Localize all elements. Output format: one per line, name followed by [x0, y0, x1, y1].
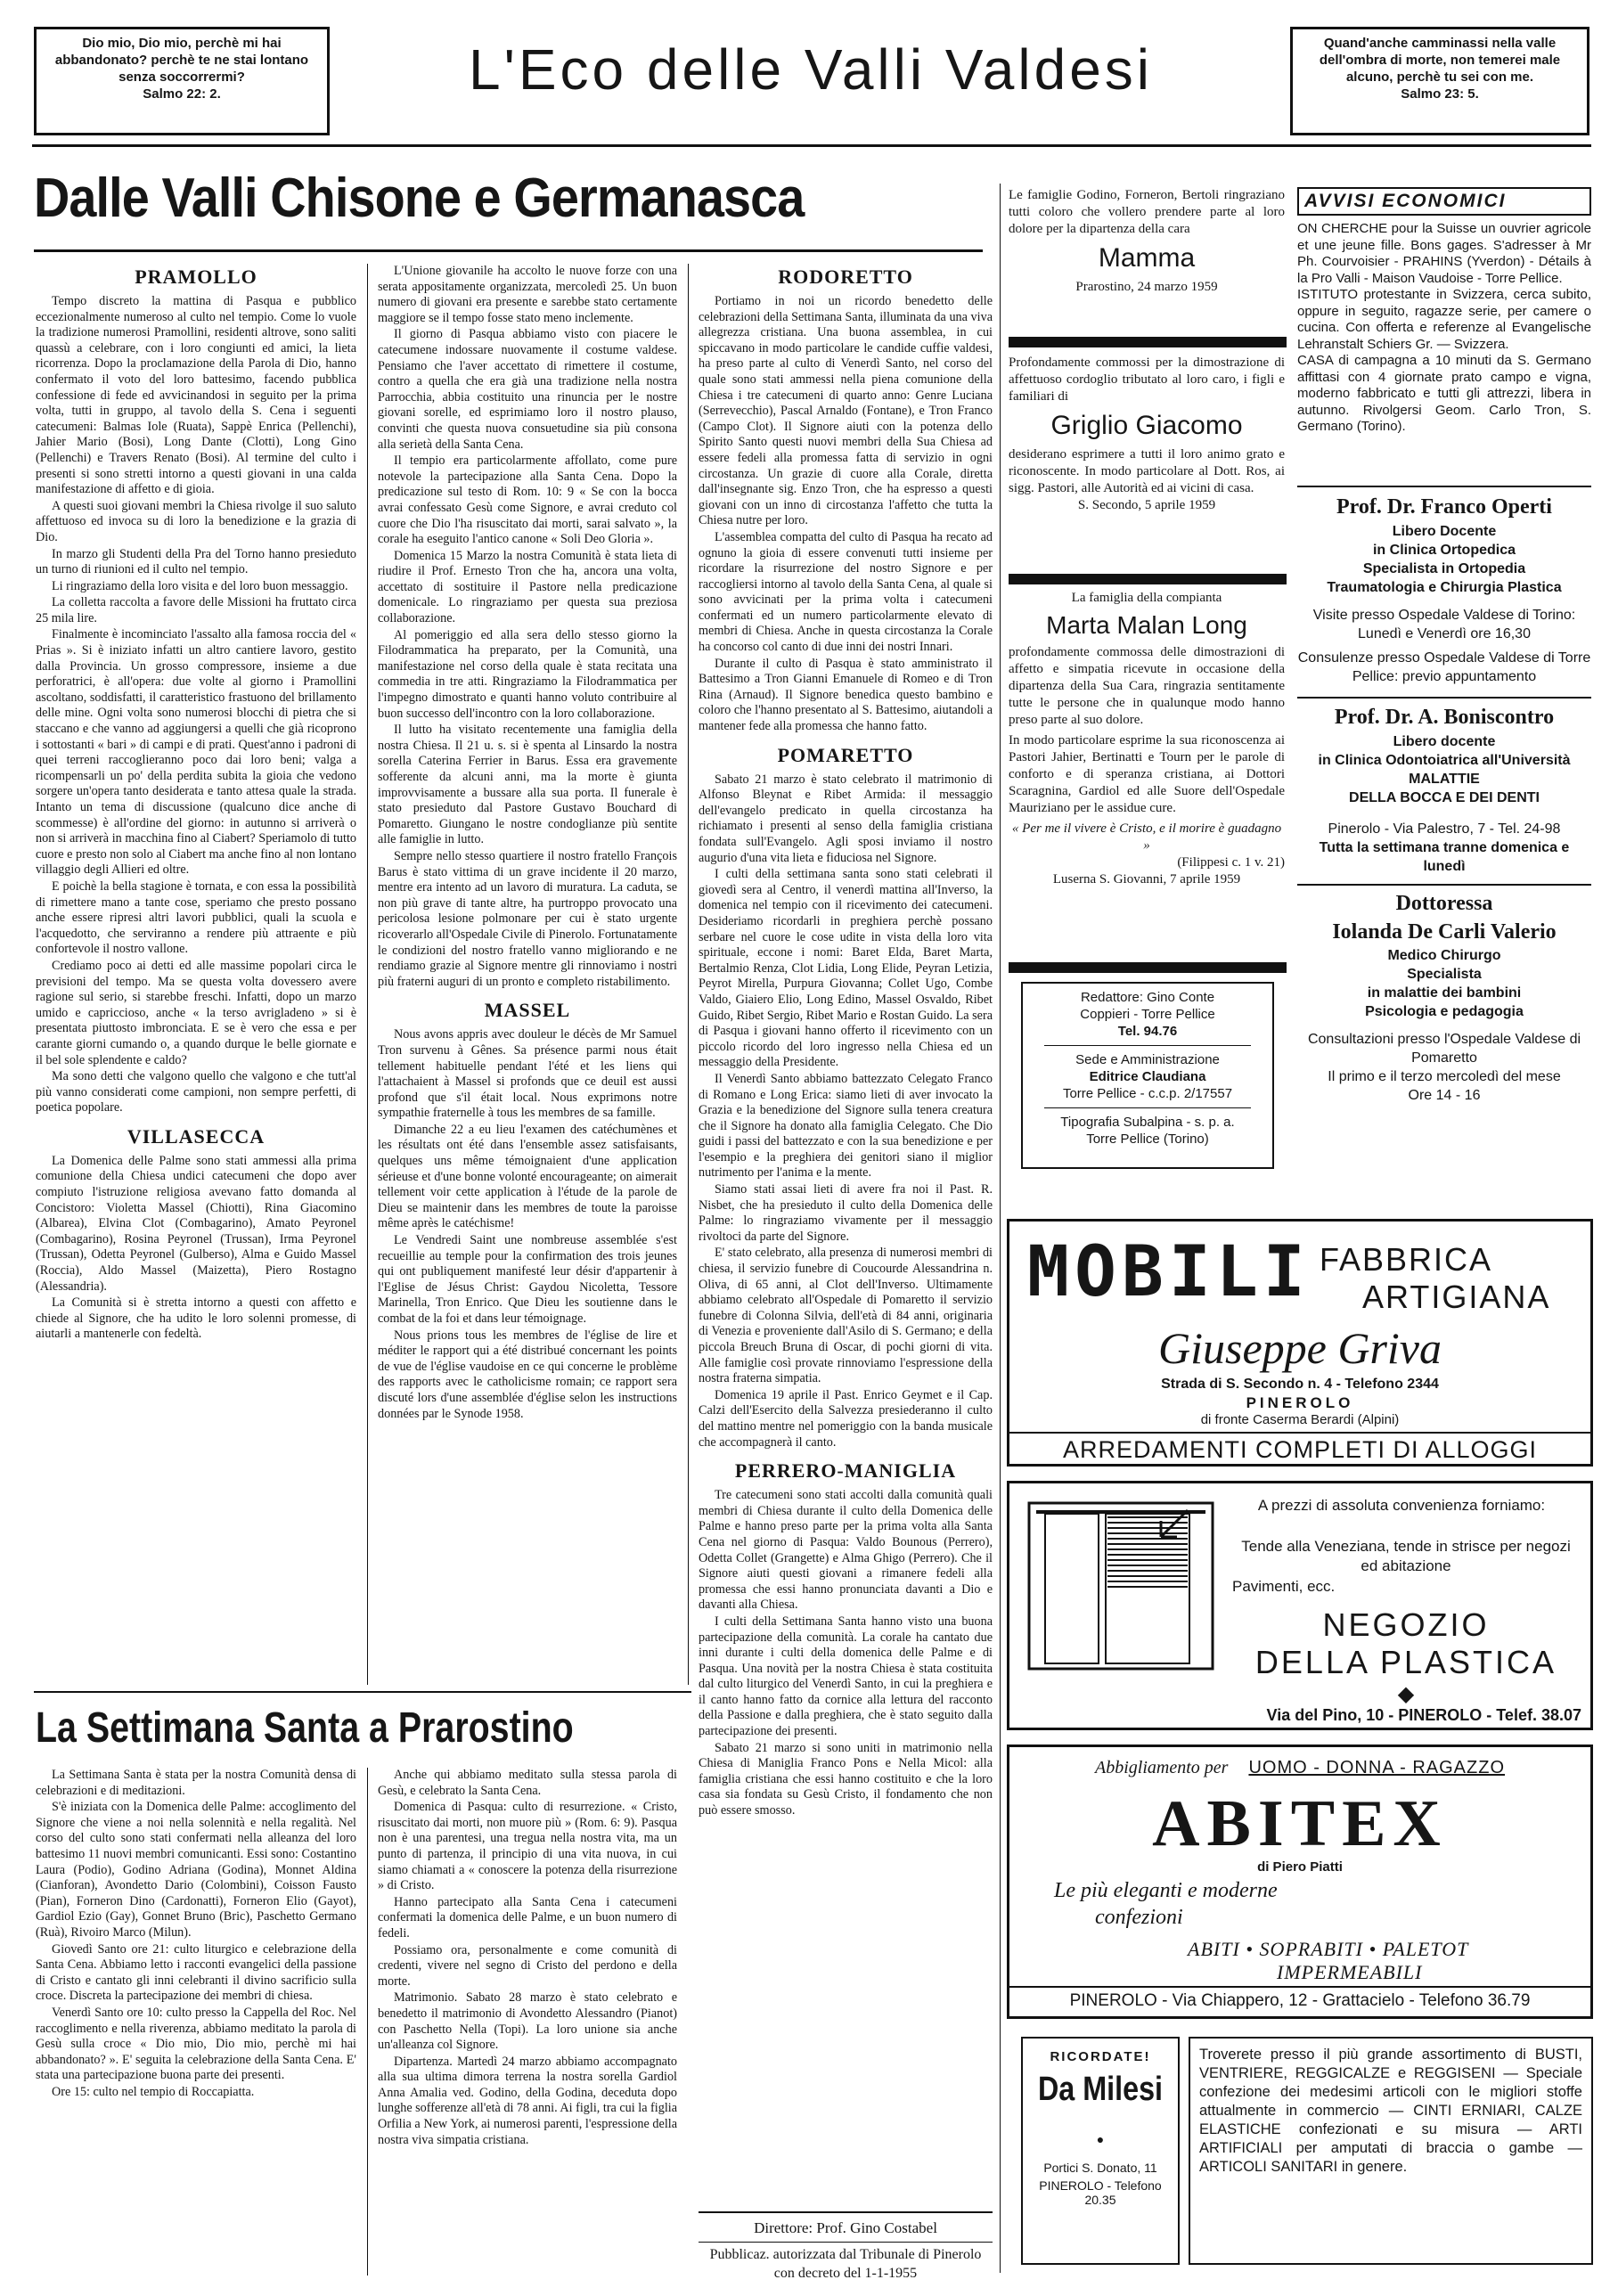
ad-boniscontro-name: Prof. Dr. A. Boniscontro: [1334, 706, 1555, 729]
ad-milesi-l2: PINEROLO - Telefono 20.35: [1039, 2178, 1162, 2207]
paragraph: Hanno partecipato alla Santa Cena i catecumeni confermati la domenica delle Palme, e un buon numero di fedeli.: [378, 1894, 677, 1941]
avvisi-item: ON CHERCHE pour la Suisse un ouvrier agricole et une jeune fille. Bons gages. S'adresser à Mr Ph. Courvoisier - PRAHINS (Yverdon) - Détails à la Pro Valli - Maison Vaudoise - Torre Pellice.: [1297, 221, 1591, 286]
bullet-icon: ●: [1096, 2134, 1105, 2147]
avvisi-item: ISTITUTO protestante in Svizzera, cerca subito, oppure in seguito, ragazze serie, per camere o cucina. Con offerta e referenze al Evangelische Lehranstalt Schiers Gr. — Svizzera.: [1297, 287, 1591, 352]
column-divider: [688, 264, 689, 1685]
ad-milesi-top: RICORDATE!: [1050, 2049, 1151, 2064]
paragraph: Domenica 19 aprile il Past. Enrico Geymet e il Cap. Calzi dell'Esercito della Salvezza presiederanno il culto del mattino mentre nel pomeriggio con la banda musicale che accompagnerà il canto.: [699, 1387, 993, 1450]
paragraph: Il Venerdì Santo abbiamo battezzato Celegato Franco di Romano e Long Erica: siamo lieti di aver invocato la Grazia e la benedizione del Signore sulla tenera creatura che il Signore ha donato alla famiglia Celegato. Che Dio guidi i passi del battezzato e con la sua benedizione e per l'esempio e la preghiera dei genitori siano il miglior nutrimento per l'anima e la mente.: [699, 1071, 993, 1181]
notice-griglio-name: Griglio Giacomo: [1050, 411, 1243, 440]
paragraph: Crediamo poco ai detti ed alle massime popolari circa le previsioni del tempo. Ma se questa volta dovessero avere ragione sul serio, si starebbe freschi. Infatti, dopo un marzo umido e capriccioso, anche « la terso avrigladeno » si è presentata piuttosto imbronciata. E se è vero che essa e per carante giorni cumando o, a quando durque le belle giornate e il bel sole splendente e caldo?: [36, 958, 356, 1067]
paragraph: Dipartenza. Martedì 24 marzo abbiamo accompagnato alla sua ultima dimora terrena la nostra sorella Gardiol Anna Amalia ved. Godino, della Godina, deceduta dopo lunghe sofferenze all'età di 78 anni. Ai figli, tra cui la figlia Orfilia a New York, ai numerosi parenti, l'espressione della nostra viva simpatia cristiana.: [378, 2054, 677, 2147]
quote-right: Quand'anche camminassi nella valle dell'ombra di morte, non temerei male alcuno, perchè tu sei con me.: [1319, 36, 1561, 85]
ad-operti-line: Visite presso Ospedale Valdese di Torino: Lunedì e Venerdì ore 16,30: [1312, 608, 1576, 641]
paragraph: La Domenica delle Palme sono stati ammessi alla prima comunione della Chiesa undici catecumeni che dopo aver compiuto l'istruzione religiosa avevano fatto domanda al Concistoro: Violetta Massel (Chiotti), Rina Giacomino (Albarea), Elvina Clot (Combagarino), Amato Peyronel (Combagarino), Rosina Peyronel (Trussan), Irma Peyronel (Trussan), Odetta Peyronel (Gulberso), Alma e Guido Massel (Roccia), Aldo Massel (Maizetta), Piero Rostagno (Alessandria).: [36, 1153, 356, 1294]
ad-rule: [1297, 697, 1591, 699]
paragraph: Le Vendredi Saint une nombreuse assemblée s'est recueillie au temple pour la confirmation des trois jeunes qui ont publiquement manifesté leur désir d'appartenir à l'Eglise de Jésus Christ: Gaydou Nicoletta, Tessore Marinella, Tron Enrico. Que Dieu les soutienne dans le combat de la foi et dans leur témoignage.: [378, 1233, 677, 1326]
director-line: Direttore: Prof. Gino Costabel: [754, 2219, 937, 2236]
ad-valerio-line: in malattie dei bambini: [1367, 985, 1522, 1001]
quote-right-ref: Salmo 23: 5.: [1401, 86, 1479, 102]
section-title-massel: MASSEL: [484, 999, 571, 1022]
paragraph: Ore 15: culto nel tempio di Roccapiatta.: [52, 2084, 255, 2099]
paragraph: In marzo gli Studenti della Pra del Torno hanno presieduto un turno di riunioni ed il culto nel tempio.: [36, 546, 356, 577]
settimana-left-text: [36, 1768, 356, 2100]
paragraph: A questi suoi giovani membri la Chiesa rivolge il suo saluto affettuoso ed invoca su di loro la benedizione e la grazia di Dio.: [36, 498, 356, 544]
notice-malan-footer: Luserna S. Giovanni, 7 aprile 1959: [1052, 872, 1241, 887]
ad-valerio: [1297, 889, 1591, 1103]
ad-operti-line: in Clinica Ortopedica: [1372, 543, 1516, 558]
ad-valerio-line: Il primo e il terzo mercoledì del mese: [1328, 1069, 1561, 1084]
ad-abitex-top: [1009, 1758, 1590, 1778]
column-divider: [367, 1768, 368, 2276]
ad-valerio-line: Psicologia e pedagogia: [1365, 1004, 1524, 1019]
paragraph: Ma sono detti che valgono quello che valgono e che tutt'al più vanno considerati come campioni, non sempre perfetti, di poetica popolare.: [36, 1069, 356, 1115]
paragraph: S'è iniziata con la Domenica delle Palme: accoglimento del Signore che viene a noi nella solennità e nella regalità. Nel corso del culto sono stati confermati nella alleanza del loro battesimo 11 nuovi membri comunicanti. Essi sono: Costantino Laura (Podio), Godino Adriana (Godina), Monnet Aldina (Cianforan), Avondetto Dario (Colombini), Coisson Fausto (Pian), Forneron Dino (Cardonatti), Forneron Elio (Gayot), Gardiol Ezio (Gay), Gonnet Bruno (Bric), Paschetto Germano (Ruà), Rivoiro Marco (Milun).: [36, 1800, 356, 1940]
paragraph: Nous prions tous les membres de l'église de lire et méditer le rapport qui a été distribué concernant les points de vue de l'église vaudoise en ce qui concerne le problème des rapports avec le catholicisme romain; ce rapport sera discuté lors d'une assemblée d'église selon les instructions données par le Synode 1958.: [378, 1328, 677, 1421]
ad-abitex-slogan2: confezioni: [1095, 1906, 1183, 1929]
notice-malan-quote: « Per me il vivere è Cristo, e il morire è guadagno »: [1011, 821, 1282, 853]
quote-left-ref: Salmo 22: 2.: [143, 86, 221, 102]
ad-boniscontro-line: in Clinica Odontoiatrica all'Università: [1318, 753, 1571, 768]
paragraph: L'assemblea compatta del culto di Pasqua ha recato ad ognuno la gioia di essere convenuti tutti insieme per ricordare la risurrezione del nostro Signore e per raccogliersi intorno al tavolo della Santa Cena, al quale si sono avvicinati per la prima volta i catecumeni confermati ed un numero particolarmente elevato di membri di Chiesa. Anche in questa circostanza la Corale ha concorso col canto di due inni dei nostri Innari.: [699, 529, 993, 655]
notice-griglio: [1009, 355, 1285, 568]
villasecca-text: [36, 1154, 356, 1343]
imprint-line: Sede e Amministrazione: [1075, 1052, 1220, 1067]
ad-plastica-l2: Tende alla Veneziana, tende in strisce per negozi ed abitazione: [1241, 1538, 1571, 1574]
imprint-line: Tipografia Subalpina - s. p. a.: [1060, 1115, 1235, 1130]
paragraph: La Comunità si è stretta intorno a questi con affetto e chiede al Signore, che ha udito le loro solenni promesse, di aiutarli a mantenerle con fedeltà.: [36, 1295, 356, 1342]
section-rule: [34, 1691, 691, 1693]
pramollo-text: [36, 294, 356, 1116]
paragraph: Li ringraziamo della loro visita e del loro buon messaggio.: [52, 578, 348, 593]
column-rodoretto: [699, 264, 993, 2206]
section-title-perrero: PERRERO-MANIGLIA: [734, 1459, 957, 1483]
authorization-line: Pubblicaz. autorizzata dal Tribunale di Pinerolo con decreto del 1-1-1955: [709, 2247, 982, 2281]
notice-malan-name: Marta Malan Long: [1046, 611, 1247, 639]
notice-malan-text2: In modo particolare esprime la sua riconoscenza ai Pastori Jahier, Bertinatti e Tourn per le parole di conforto e di speranza cristiana, ai Dottori Scaragnina, Gardiol ed alle Suore dell'Ospedale Mauriziano per le assidue cure.: [1009, 733, 1285, 815]
ad-milesi-left: [1021, 2037, 1180, 2265]
ad-plastica-title2: DELLA PLASTICA: [1254, 1644, 1557, 1680]
imprint-line: Torre Pellice - c.c.p. 2/17557: [1062, 1086, 1233, 1101]
paragraph: L'Unione giovanile ha accolto le nuove forze con una serata appositamente organizzata, mercoledì 25. Un buon numero di giovani era presente e sarebbe stato certamente maggiore se il tempo fosse stato meno inclemente.: [378, 264, 677, 325]
ad-plastica-title1: NEGOZIO: [1322, 1606, 1490, 1643]
ad-boniscontro-line: Libero docente: [1393, 734, 1496, 749]
ad-operti-line: Libero Docente: [1392, 524, 1497, 539]
paragraph: Giovedì Santo ore 21: culto liturgico e celebrazione della Santa Cena. Abbiamo letto i racconti evangelici della passione di Cristo e cantato gli inni celebranti il divino sacrificio sulla croce. Discreta la partecipazione dei membri di chiesa.: [36, 1941, 356, 2004]
notice-godino-text: Le famiglie Godino, Forneron, Bertoli ringraziano tutti coloro che vollero prendere parte al loro dolore per la dipartenza della cara: [1009, 188, 1285, 236]
notice-malan-quote-ref: (Filippesi c. 1 v. 21): [1177, 855, 1285, 870]
venetian-blind-icon: [1027, 1501, 1214, 1671]
rodoretto-text: [699, 294, 993, 735]
paragraph: Anche qui abbiamo meditato sulla stessa parola di Gesù, e celebrato la Santa Cena.: [378, 1768, 677, 1798]
ad-abitex-name: ABITEX: [1152, 1787, 1448, 1860]
paragraph: Il giorno di Pasqua abbiamo visto con piacere le catecumene indossare nuovamente il costume valdese. Pensiamo che l'aver accettato di rimettere il costume, contro a quella che era già una tradizione nella nostra Parrocchia, abbia costituito una rinuncia per le nostre giovani sorelle, ed esprimiamo loro il nostro plauso, convinti che questa nuova consuetudine sia più consona alla serietà della Santa Cena.: [378, 327, 677, 452]
ad-plastica-addr: Via del Pino, 10 - PINEROLO - Telef. 38.07: [1266, 1706, 1581, 1724]
quote-box-left: [34, 27, 330, 135]
ad-mobili-city: PINEROLO: [1246, 1394, 1354, 1411]
ad-valerio-title: Dottoressa: [1395, 892, 1493, 915]
notice-rule: [1009, 962, 1287, 973]
diamond-icon: ◆: [1397, 1683, 1415, 1706]
ad-mobili-line2: ARTIGIANA: [1362, 1279, 1551, 1315]
ad-mobili-line1: FABBRICA: [1320, 1241, 1493, 1278]
main-headline: Dalle Valli Chisone e Germanasca: [34, 168, 805, 229]
ad-boniscontro-line: DELLA BOCCA E DEI DENTI: [1349, 790, 1540, 805]
ad-abitex-top1: Abbigliamento per: [1095, 1758, 1229, 1777]
imprint-box: [1021, 982, 1274, 1169]
notice-rule: [1009, 574, 1287, 584]
paragraph: Durante il culto di Pasqua è stato amministrato il Battesimo a Tron Gianni Emanuele di Romeo e di Tron Rina (Arnaud). Il Signore benedica questo bambino e coloro che l'hanno presentato al S. Battesimo, aiutandoli a mantener fede alla promessa che hanno fatto.: [699, 656, 993, 734]
ad-boniscontro-line: Pinerolo - Via Palestro, 7 - Tel. 24-98: [1328, 821, 1561, 837]
avvisi-title: AVVISI ECONOMICI: [1297, 187, 1591, 216]
imprint-line: Tel. 94.76: [1117, 1024, 1178, 1039]
ad-boniscontro: [1297, 702, 1591, 880]
notice-malan-intro: La famiglia della compianta: [1071, 591, 1222, 605]
column-pramollo: [36, 264, 356, 1680]
ad-mobili-near: di fronte Caserma Berardi (Alpini): [1200, 1412, 1400, 1427]
settimana-column-left: [36, 1768, 356, 2276]
paragraph: Al pomeriggio ed alla sera dello stesso giorno la Filodrammatica ha preparato, per la Comunità, una manifestazione nel corso della quale è stata recitata una commedia in tre atti. Ringraziamo la Filodrammatica per l'impegno dimostrato e quanti hanno voluto contribuire al buon successo dell'incontro con la loro collaborazione.: [378, 627, 677, 721]
ad-valerio-line: Medico Chirurgo: [1387, 948, 1501, 963]
notice-griglio-text: Profondamente commossi per la dimostrazione di affettuoso cordoglio tributato al loro caro, i figli e familiari di: [1009, 355, 1285, 404]
headline-rule: [34, 249, 983, 252]
footer-rule: [699, 2242, 993, 2243]
ad-valerio-name: Iolanda De Carli Valerio: [1332, 920, 1557, 944]
notice-griglio-footer: S. Secondo, 5 aprile 1959: [1077, 498, 1216, 512]
settimana-headline: La Settimana Santa a Prarostino: [36, 1704, 574, 1752]
notice-rule: [1009, 337, 1287, 347]
avvisi-item: CASA di campagna a 10 minuti da S. Germano affittasi con 4 giornate prato campo e vigna, moderno fabbricato e tutti gli attrezzi, libera in autunno. Rivolgersi Geom. Carlo Tron, S. Germano (Torino).: [1297, 353, 1591, 434]
ad-milesi-right: Troverete presso il più grande assortimento di BUSTI, VENTRIERE, REGGICALZE e REGGISENI — Speciale confezione dei medesimi articoli con le migliori stoffe attualmente in commercio — CINTI ERNIARI, CALZE ELASTICHE confezionati e su misura — ARTI ARTIFICIALI per amputati di braccia o gambe — ARTICOLI SANITARI in genere.: [1189, 2037, 1593, 2265]
ad-operti: [1297, 492, 1591, 688]
avvisi-economici: [1297, 187, 1591, 481]
ad-operti-name: Prof. Dr. Franco Operti: [1336, 495, 1552, 519]
footer-rule: [699, 2211, 993, 2213]
paragraph: I culti della Settimana Santa hanno visto una buona partecipazione della comunità. La corale ha cantato due inni durante i culti della domenica delle Palme e di Pasqua. Una novità per la nostra Chiesa è stata costituita dal culto liturgico del Venerdì Santo, in cui la preghiera e il canto hanno fatto da cornice alla lettura del racconto della Passione e dalla preghiera, che è stato seguito dalla partecipazione dei presenti.: [699, 1614, 993, 1739]
paragraph: I culti della settimana santa sono stati celebrati il giovedì sera al Centro, il venerdì mattina all'Inverso, la domenica nel tempio con il ricevimento dei catecumeni. Desideriamo ricordarli in preghiera perchè possano serbare nel cuore le cose udite in vista della loro vita spirituale, eccone i nomi: Baret Elda, Baret Marta, Bertalmio Renza, Clot Lidia, Long Elide, Peyran Letizia, Peyrot Mirella, Purpura Giovanna; Collet Ugo, Combe Valdo, Giaiero Elio, Long Edino, Massel Osvaldo, Ribet Guido, Ribet Sergio, Ribet Mario e Rostan Guido. La sera di Pasqua i giovani hanno offerto il ricevimento con un piccolo ricordo del loro ingresso nella Chiesa ed un messaggio della Presidente.: [699, 867, 993, 1070]
paragraph: Tre catecumeni sono stati accolti dalla comunità quali membri di Chiesa durante il culto della Domenica delle Palme e hanno preso parte per la prima volta alla Santa Cena nel giorno di Pasqua: Valdo Bounous (Perrero), Odetta Collet (Grangette) e Alma Ghigo (Perrero). Che il Signore aiuti questi giovani a rimanere fedeli alla promessa che essi hanno pronunciata davanti a Dio e davanti alla Chiesa.: [699, 1488, 993, 1613]
paragraph: Portiamo in noi un ricordo benedetto delle celebrazioni della Settimana Santa, illuminata da una viva allegrezza cristiana. Una buona assemblea, in cui spiccavano in modo particolare le candide cuffie valdesi, ha preso parte al culto di Venerdì Santo, nel corso del quale sono stati ammessi nella piena comunione della Chiesa i tre catecumeni di quarto anno: Genre Luciana (Serrevecchio), Pascal Arnaldo (Fontane), e Tron Franco (Campo Clot). Il Signore aiuti con la potenza dello Spirito Santo questi nuovi membri della Sua Chiesa ad essere fedeli alla promessa fatta di servizio in ogni circostanza. Un grazie di cuore alla Corale, diretta dall'insegnante sig. Enzo Tron, che ha espresso a questi giovani con un inno di circostanza l'affetto che tutta la Chiesa nutre per loro.: [699, 294, 993, 528]
section-title-pomaretto: POMARETTO: [777, 743, 914, 766]
notice-griglio-text2: desiderano esprimere a tutti il loro animo grato e riconoscente. In modo particolare al Dott. Ros, ai sigg. Pastori, alle Autorità ed ai vicini di casa.: [1009, 447, 1285, 495]
paragraph: Il lutto ha visitato recentemente una famiglia della nostra Chiesa. Il 21 u. s. si è spenta al Linsardo la nostra sorella Caterina Ferrier in Barus. Essa era gravemente sofferente da alcuni anni, ma la morte è giunta improvvisamente a bussare alla sua porta. Il funerale è stato presieduto dal Pastore Gustavo Bouchard di Pomaretto. Giungano le nostre condoglianze più sentite alle famiglie in lutto.: [378, 723, 677, 847]
paragraph: Tempo discreto la mattina di Pasqua e pubblico eccezionalmente numeroso al culto nel tempio. Come lo vuole la tradizione numerosi Pramollini, residenti altrove, sono saliti quassù a celebrare, con i loro congiunti ed amici, la lieta ricorrenza. Dopo la proclamazione della Parola di Dio, hanno confermato il voto del loro battesimo, facendo pubblica confessione di fede ed avvicinandosi in seguito per la prima volta, tutti in gruppo, al tavolo della S. Cena i seguenti catecumeni: Balmas Iole (Ruata), Sappè Enrica (Pellenchi), Jahier Mario (Bosi), Long Dante (Clotti), Long Gino (Pellenchi) e Travers Renato (Bosi). Al termine del culto i presenti si sono stretti intorno a questi giovani in una calda manifestazione di affetto e di gioia.: [36, 294, 356, 497]
paragraph: Sempre nello stesso quartiere il nostro fratello François Barus è stato vittima di un grave incidente il 20 marzo, mentre era intento ad un lavoro di muratura. La caduta, se non più grave di tante altre, ha purtroppo provocato una pericolosa lesione polmonare per cui è stato urgente ricoverarlo all'Ospedale Civile di Pinerolo. Fortunatamente le condizioni del nostro fratello vanno migliorando e ne rendiamo grazie al Signore mentre gli rinnoviamo i nostri più fraterni auguri di un pronto e completo ristabilimento.: [378, 848, 677, 989]
ad-abitex-slogan1: Le più eleganti e moderne: [1054, 1879, 1278, 1902]
ad-plastica: [1007, 1481, 1593, 1730]
settimana-right-text: [378, 1768, 677, 2148]
ad-mobili-name: Giuseppe Griva: [1158, 1323, 1442, 1373]
imprint-line: Redattore: Gino Conte: [1080, 990, 1215, 1005]
ad-mobili-big: MOBILI: [1027, 1232, 1311, 1312]
ad-boniscontro-line: MALATTIE: [1409, 772, 1480, 787]
ad-valerio-line: Specialista: [1407, 967, 1482, 982]
imprint-line: Coppieri - Torre Pellice: [1080, 1007, 1215, 1022]
column-divider: [367, 264, 368, 1685]
ad-plastica-l3: Pavimenti, ecc.: [1232, 1578, 1336, 1595]
ad-abitex-items1: ABITI • SOPRABITI • PALETOT: [1188, 1938, 1469, 1960]
notice-godino-name: Mamma: [1098, 243, 1196, 273]
ad-rule: [1297, 884, 1591, 886]
paragraph: La colletta raccolta a favore delle Missioni ha fruttato circa 25 mila lire.: [36, 595, 356, 625]
quote-left: Dio mio, Dio mio, perchè mi hai abbandonato? perchè te ne stai lontano senza soccorrermi?: [54, 36, 309, 85]
paragraph: La Settimana Santa è stata per la nostra Comunità densa di celebrazioni e di meditazioni.: [36, 1768, 356, 1798]
ad-valerio-line: Ore 14 - 16: [1408, 1088, 1481, 1103]
section-title-villasecca: VILLASECCA: [127, 1124, 266, 1148]
notice-malan-text: profondamente commossa delle dimostrazioni di affetto e simpatia ricevute in occasione della dipartenza della Sua Cara, ringrazia sentitamente tutte le persone che in qualunque modo hanno preso parte al suo dolore.: [1009, 645, 1285, 727]
notice-godino: [1009, 187, 1285, 330]
imprint-line: Torre Pellice (Torino): [1086, 1132, 1209, 1147]
paragraph: E' stato celebrato, alla presenza di numerosi membri di chiesa, il servizio funebre di Coucourde Alessandrina n. Oliva, di 65 anni, al Clot dell'Inverso. Ultimamente abbiamo celebrato all'Ospedale di Pomaretto il servizio funebre di Colonna Silvia, dell'età di 84 anni, originaria di Venezia e proveniente dall'Asilo di S. Germano; e della piccola Breuch Bruna di Oscar, di pochi giorni di vita. Alle famiglie così provate rinnoviamo l'espressione della nostra fraterna simpatia.: [699, 1246, 993, 1386]
pramollo-continued-text: [378, 264, 677, 990]
notice-malan: [1009, 590, 1285, 955]
column-pramollo-continued: [378, 264, 677, 1680]
settimana-column-right: [378, 1768, 677, 2276]
ad-abitex-owner: di Piero Piatti: [1257, 1859, 1343, 1875]
masthead-title: L'Eco delle Valli Valdesi: [469, 37, 1153, 102]
ad-abitex: [1007, 1744, 1593, 2019]
paragraph: Venerdì Santo ore 10: culto presso la Cappella del Roc. Nel raccoglimento e nella riverenza, abbiamo meditato la parola di Gesù sulla croce « Dio mio, Dio mio, perchè mi hai abbandonato? ». E' seguita la celebrazione della Santa Cena. E' stata una partecipazione buona parte dei presenti.: [36, 2005, 356, 2083]
paragraph: Domenica 15 Marzo la nostra Comunità è stata lieta di riudire il Prof. Ernesto Tron che ha, ancora una volta, accettato di sostituire il Pastore nella predicazione domenicale. Lo ringraziamo per questa sua preziosa collaborazione.: [378, 548, 677, 626]
massel-text: [378, 1027, 677, 1422]
section-title-pramollo: PRAMOLLO: [135, 266, 257, 288]
ad-milesi-l1: Portici S. Donato, 11: [1043, 2161, 1157, 2175]
ad-plastica-l1: A prezzi di assoluta convenienza forniamo:: [1257, 1497, 1546, 1514]
notice-godino-footer: Prarostino, 24 marzo 1959: [1075, 280, 1218, 294]
paragraph: Siamo stati assai lieti di avere fra noi il Past. R. Nisbet, che ha presieduto il culto della Domenica delle Palme: lo ringraziamo vivamente per il messaggio rivoltoci da parte del Signore.: [699, 1182, 993, 1244]
paragraph: Domenica di Pasqua: culto di resurrezione. « Cristo, risuscitato dai morti, non muore più » (Rom. 6: 9). Pasqua non è una parentesi, una tregua nella nostra vita, ma un punto di partenza, il principio di una vita nuova, in cui siamo chiamati a « conoscere la potenza della risurrezione » di Cristo.: [378, 1800, 677, 1893]
paragraph: Finalmente è incominciato l'assalto alla famosa roccia del « Prias ». Si è iniziato infatti un altro cantiere lavoro, gestito dalla Provincia. Un grosso compressore, insieme a due perforatrici, è all'opera: due volte al giorno i Pramollini ascoltano, soddisfatti, il caratteristico frastuono del brillamento delle mine. Ogni volta sono numerosi blocchi di pietra che si staccano e che vanno ad aggiungersi a quelli che già ricoprono i sottostanti « bari » di campi e di prati. Quest'anno i padroni di quei terreni raccoglieranno poco dai loro beni; valga a ricompensarli un po' della perdita subita la gioia che vedono sorgere un'opera tanto desiderata e tanto attesa quale la strada. Intanto un tema di discussione (qualcuno dice anche di scommesse) è all'ordine del giorno: in autunno si arriverà o non si arriverà in macchina fino al Ciabert? Speriamolo di tutto cuore e presto non solo al Ciabert ma anche fino al non lontano villaggio degli Allieri ed oltre.: [36, 627, 356, 878]
paragraph: Dimanche 22 a eu lieu l'examen des catéchumènes et les résultats ont été dans l'ensemble assez satisfaisants, quelques uns même témoignaient d'une application sérieuse et d'une bonne volonté encourageante; on aimerait tellement voir cette application à l'étude de la parole de Dieu se maintenir dans les membres de toute la paroisse même après le catéchisme!: [378, 1122, 677, 1231]
ad-valerio-line: Consultazioni presso l'Ospedale Valdese di Pomaretto: [1307, 1032, 1581, 1066]
ad-rule: [1297, 486, 1591, 487]
ad-abitex-top2: UOMO - DONNA - RAGAZZO: [1248, 1758, 1505, 1777]
quote-box-right: [1290, 27, 1589, 135]
paragraph: Sabato 21 marzo si sono uniti in matrimonio nella Chiesa di Maniglia Franco Pons e Nella Micol: alla famiglia cristiana che essi hanno costituito e che la loro casa sia fondata su Gesù Cristo, il fondamento che non può essere smosso.: [699, 1740, 993, 1818]
paragraph: Nous avons appris avec douleur le décès de Mr Samuel Tron survenu à Gênes. Sa présence parmi nous était tellement habituelle pendant l'été et les liens qui l'attachaient à Massel si profonds que ce deuil est aussi profond que s'il était local. Nous exprimons notre sympathie fraternelle à tous les membres de sa famille.: [378, 1027, 677, 1121]
ad-operti-line: Consulenze presso Ospedale Valdese di Torre Pellice: previo appuntamento: [1297, 650, 1591, 684]
paragraph: E poichè la bella stagione è tornata, e con essa la possibilità di rimettere mano a tante cose, speriamo che presto possano anche essere ripresi altri lavori pubblici, quali la scuola e l'acquedotto, che serviranno a rendere più attraente e più confortevole il nostro vallone.: [36, 878, 356, 957]
ad-boniscontro-line: Tutta la settimana tranne domenica e lunedì: [1319, 840, 1570, 874]
ad-abitex-addr: PINEROLO - Via Chiappero, 12 - Grattacielo - Telefono 36.79: [1069, 1991, 1531, 2010]
ad-milesi-name: Da Milesi: [1037, 2071, 1164, 2108]
paragraph: Sabato 21 marzo è stato celebrato il matrimonio di Alfonso Bleynat e Ribet Armida: il messaggio dell'evangelo predicato in quella circostanza ha richiamato i presenti al senso della famiglia cristiana fondata sull'Evangelo. Agli sposi inviamo il nostro augurio d'una vita lieta e fiduciosa nel Signore.: [699, 772, 993, 865]
ad-abitex-items2: IMPERMEABILI: [1277, 1961, 1423, 1983]
ad-operti-line: Traumatologia e Chirurgia Plastica: [1327, 580, 1562, 595]
pomaretto-text: [699, 772, 993, 1451]
section-title-rodoretto: RODORETTO: [778, 266, 913, 288]
perrero-text: [699, 1488, 993, 1818]
paragraph: Matrimonio. Sabato 28 marzo è stato celebrato e benedetto il matrimonio di Avondetto Alessandro (Pianot) con Paschetto Nella (Topi). La loro unione sia anche un'alleanza col Signore.: [378, 1990, 677, 2053]
column-divider: [1000, 184, 1001, 2273]
ad-mobili-addr: Strada di S. Secondo n. 4 - Telefono 2344: [1161, 1377, 1439, 1392]
masthead-rule: [32, 144, 1591, 147]
ad-operti-line: Specialista in Ortopedia: [1362, 561, 1526, 576]
paragraph: Possiamo ora, personalmente e come comunità di credenti, vivere nel segno di Cristo del perdono e della morte.: [378, 1942, 677, 1989]
ad-mobili: [1007, 1219, 1593, 1467]
imprint-line: Editrice Claudiana: [1089, 1069, 1206, 1084]
ad-mobili-footer: ARREDAMENTI COMPLETI DI ALLOGGI: [1062, 1436, 1538, 1463]
paragraph: Il tempio era particolarmente affollato, come pure notevole la partecipazione alla Santa Cena. Dopo la predicazione sul testo di Rom. 10: 9 « Se con la bocca avrai confessato Gesù come Signore, e avrai creduto col cuore che Dio l'ha risuscitato dai morti, sarai salvato », la corale ha eseguito l'antico canone « Soli Deo Gloria ».: [378, 453, 677, 547]
